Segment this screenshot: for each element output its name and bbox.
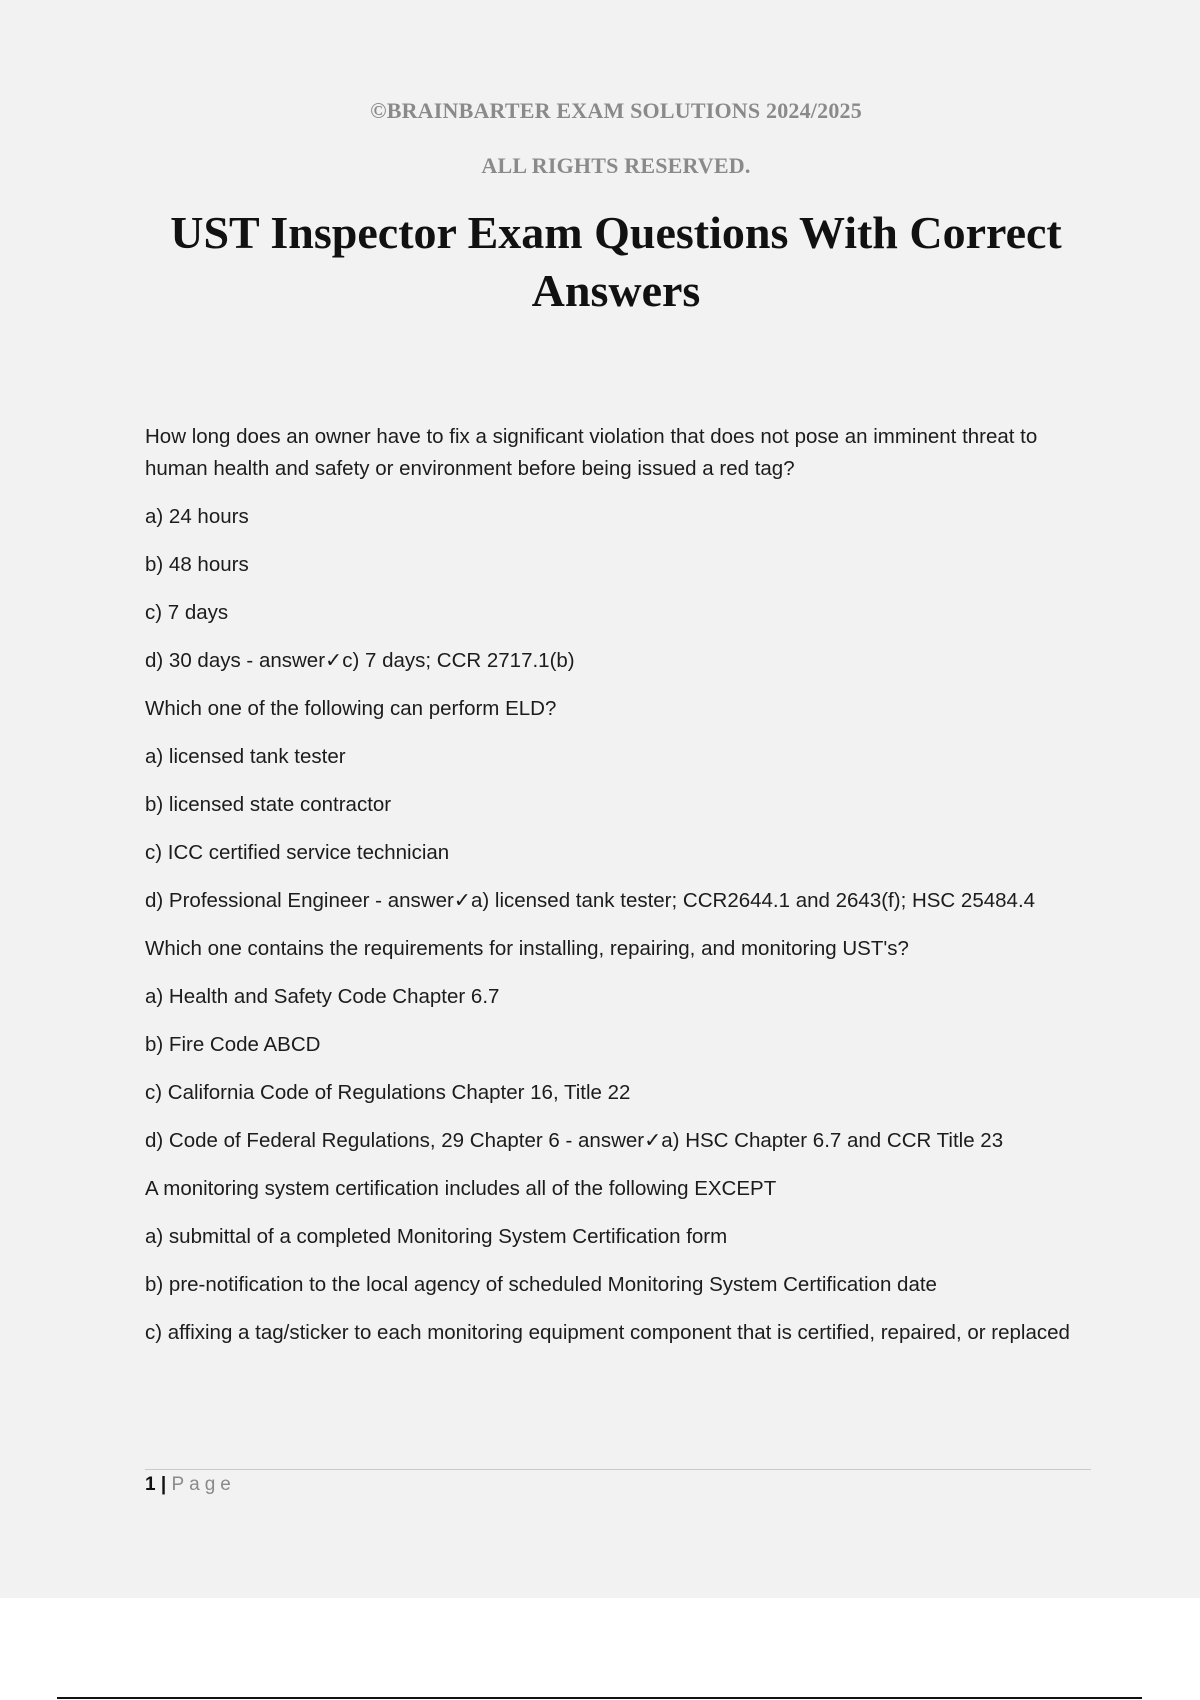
document-title: UST Inspector Exam Questions With Correct Answers: [170, 207, 1062, 316]
paragraph-q2-option-b: b) licensed state contractor: [145, 793, 392, 816]
paragraph-q1-option-b: b) 48 hours: [145, 553, 249, 576]
paragraph-q2-option-a: a) licensed tank tester: [145, 745, 346, 768]
paragraph-q2: Which one of the following can perform ELD?: [145, 697, 557, 720]
paragraph-q2-option-c: c) ICC certified service technician: [145, 841, 450, 864]
next-page-divider: [57, 1697, 1142, 1699]
paragraph-q1-option-c: c) 7 days: [145, 601, 229, 624]
paragraph-q1: How long does an owner have to fix a significant violation that does not pose an imminent threat to human health and safety or environment before being issued a red tag?: [145, 425, 1038, 480]
paragraph-q4-option-a: a) submittal of a completed Monitoring System Certification form: [145, 1225, 728, 1248]
paragraph-q4: A monitoring system certification includes all of the following EXCEPT: [145, 1177, 777, 1200]
paragraph-q3: Which one contains the requirements for installing, repairing, and monitoring UST's?: [145, 937, 909, 960]
document-body: [145, 421, 1095, 1365]
paragraph-q3-option-a: a) Health and Safety Code Chapter 6.7: [145, 985, 500, 1008]
paragraph-q3-option-c: c) California Code of Regulations Chapter 16, Title 22: [145, 1081, 631, 1104]
paragraph-q1-option-d-answer: d) 30 days - answer✓c) 7 days; CCR 2717.1(b): [145, 649, 575, 672]
paragraph-q2-option-d-answer: d) Professional Engineer - answer✓a) licensed tank tester; CCR2644.1 and 2643(f); HSC 25484.4: [145, 889, 1036, 912]
paragraph-q1-option-a: a) 24 hours: [145, 505, 249, 528]
page-label: Page: [171, 1474, 236, 1495]
paragraph-q4-option-c: c) affixing a tag/sticker to each monitoring equipment component that is certified, repaired, or replaced: [145, 1321, 1070, 1344]
copyright-header: ©BRAINBARTER EXAM SOLUTIONS 2024/2025: [370, 98, 862, 123]
rights-reserved-header: ALL RIGHTS RESERVED.: [481, 153, 751, 178]
page-number: 1: [145, 1474, 156, 1495]
paragraph-q4-option-b: b) pre-notification to the local agency of scheduled Monitoring System Certification date: [145, 1273, 937, 1296]
page-separator: |: [160, 1474, 167, 1495]
footer-divider: [145, 1469, 1091, 1470]
paragraph-q3-option-b: b) Fire Code ABCD: [145, 1033, 321, 1056]
paragraph-q3-option-d-answer: d) Code of Federal Regulations, 29 Chapter 6 - answer✓a) HSC Chapter 6.7 and CCR Title 23: [145, 1129, 1004, 1152]
page-footer: [145, 1474, 236, 1496]
